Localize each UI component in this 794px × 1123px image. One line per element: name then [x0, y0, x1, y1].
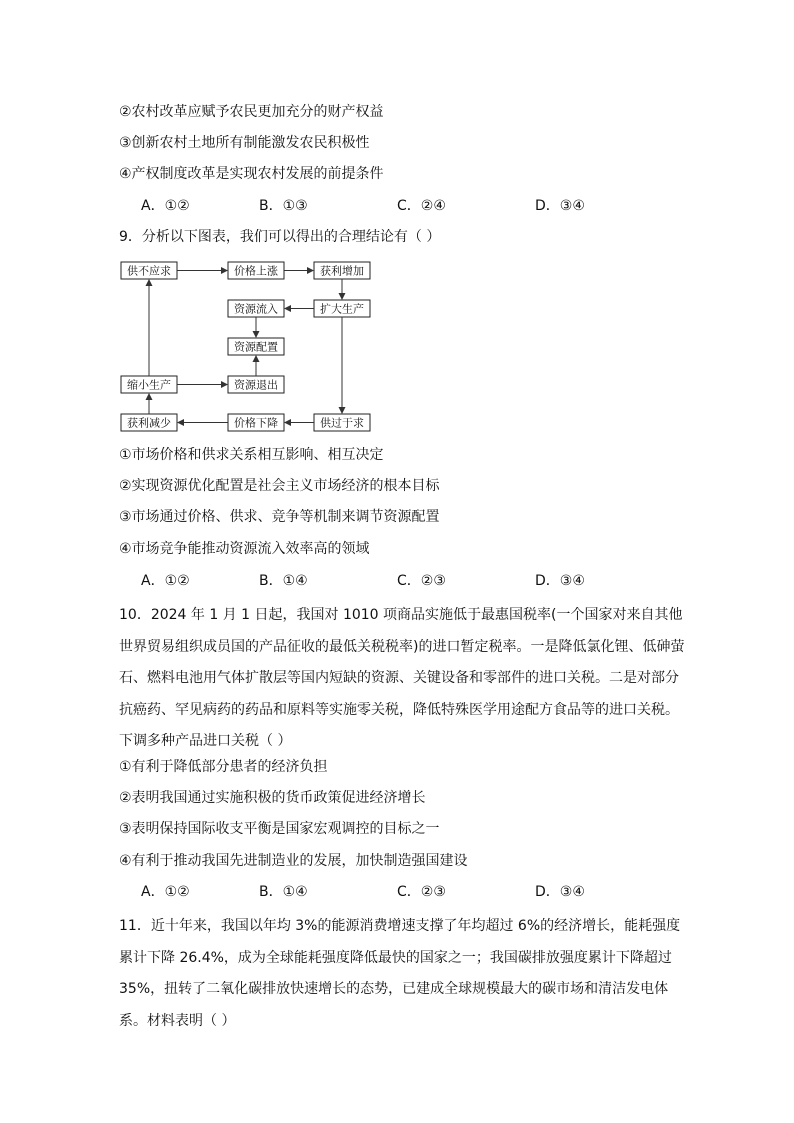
q10-option-d: D．③④ [535, 884, 585, 900]
supply-demand-flow-diagram [119, 257, 379, 437]
box-reduce-production [121, 376, 177, 393]
box-profit-increase [314, 262, 370, 279]
q9-item-2: ②实现资源优化配置是社会主义市场经济的根本目标 [119, 478, 440, 494]
box-label: 价格下降 [234, 416, 278, 430]
q8-item-2: ②农村改革应赋予农民更加充分的财产权益 [119, 104, 384, 120]
box-label: 扩大生产 [320, 302, 364, 316]
box-price-drop [228, 414, 284, 431]
box-label: 获利减少 [127, 416, 171, 430]
q9-item-3: ③市场通过价格、供求、竞争等机制来调节资源配置 [119, 509, 440, 525]
box-label: 供不应求 [127, 264, 171, 278]
q9-option-a: A．①② [141, 573, 190, 589]
q8-option-d: D．③④ [535, 198, 585, 214]
q10-option-b: B．①④ [259, 884, 308, 900]
q8-option-a: A．①② [141, 198, 190, 214]
box-resource-exit [228, 376, 284, 393]
q10-option-c: C．②③ [397, 884, 446, 900]
q11-stem: 11．近十年来，我国以年均 3%的能源消费增速支撑了年均超过 6%的经济增长，能耗强度累计下降 26.4%，成为全球能耗强度降低最快的国家之一；我国碳排放强度累计下降超过35%，扭转了二氧化碳排放快速增长的态势，已建成全球规模最大的碳市场和清洁发电体系。材料表明（ ） [119, 918, 681, 1029]
box-price-rise [228, 262, 284, 279]
box-label: 获利增加 [320, 264, 364, 278]
box-label: 资源退出 [234, 378, 278, 392]
q9-item-4: ④市场竞争能推动资源流入效率高的领域 [119, 541, 370, 557]
q9-option-c: C．②③ [397, 573, 446, 589]
q8-item-3: ③创新农村土地所有制能激发农民积极性 [119, 135, 370, 151]
q10-item-1: ①有利于降低部分患者的经济负担 [119, 759, 328, 775]
box-supply-surplus [314, 414, 370, 431]
box-label: 资源配置 [234, 340, 278, 354]
q8-item-4: ④产权制度改革是实现农村发展的前提条件 [119, 166, 384, 182]
q10-item-2: ②表明我国通过实施积极的货币政策促进经济增长 [119, 790, 426, 806]
box-label: 资源流入 [234, 302, 278, 316]
box-label: 缩小生产 [127, 378, 171, 392]
box-label: 价格上涨 [234, 264, 278, 278]
q8-option-c: C．②④ [397, 198, 446, 214]
q9-option-b: B．①④ [259, 573, 308, 589]
q9-stem: 9．分析以下图表，我们可以得出的合理结论有（ ） [119, 229, 441, 245]
box-expand-production [314, 300, 370, 317]
q8-option-b: B．①③ [259, 198, 308, 214]
q10-item-4: ④有利于推动我国先进制造业的发展，加快制造强国建设 [119, 853, 468, 869]
box-resource-inflow [228, 300, 284, 317]
box-label: 供过于求 [320, 416, 364, 430]
box-profit-decrease [121, 414, 177, 431]
q9-item-1: ①市场价格和供求关系相互影响、相互决定 [119, 447, 384, 463]
box-resource-allocation [228, 338, 284, 355]
box-supply-shortage [121, 262, 177, 279]
q9-option-d: D．③④ [535, 573, 585, 589]
q10-item-3: ③表明保持国际收支平衡是国家宏观调控的目标之一 [119, 821, 440, 837]
q10-stem: 10．2024 年 1 月 1 日起，我国对 1010 项商品实施低于最惠国税率(一个国家对来自其他世界贸易组织成员国的产品征收的最低关税税率)的进口暂定税率。一是降低氯化锂、低砷萤石、燃料电池用气体扩散层等国内短缺的资源、关键设备和零部件的进口关税。二是对部分抗癌药、罕见病药的药品和原料等实施零关税，降低特殊医学用途配方食品等的进口关税。下调多种产品进口关税（ ） [119, 607, 685, 749]
q10-option-a: A．①② [141, 884, 190, 900]
